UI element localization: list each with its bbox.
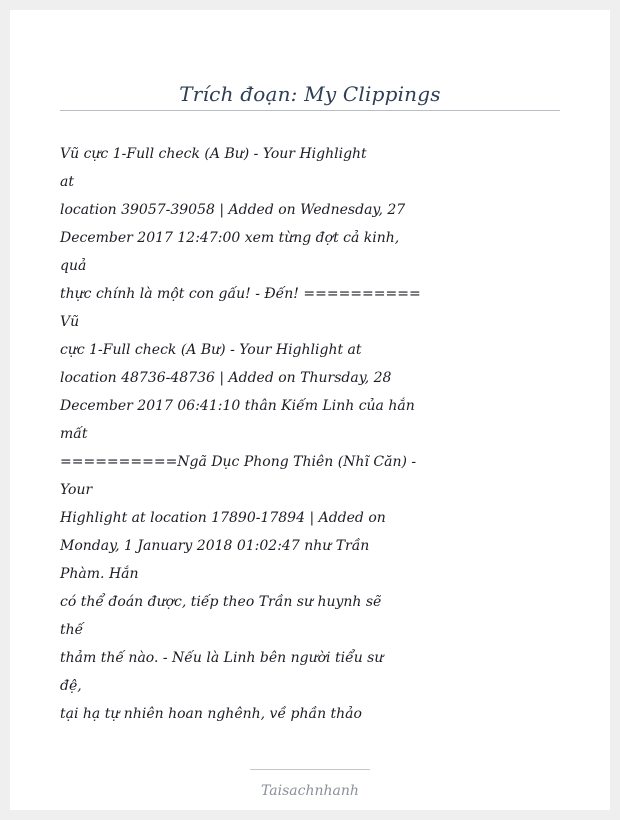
text-line: đệ, <box>60 678 82 694</box>
text-line: at <box>60 174 74 190</box>
text-line: Vũ <box>60 314 80 330</box>
text-line: Highlight at location 17890-17894 | Added on <box>60 510 386 526</box>
text-line: thực chính là một con gấu! - Đến! ========== <box>60 286 421 302</box>
text-line: có thể đoán được, tiếp theo Trần sư huynh sẽ <box>60 594 382 610</box>
footer-divider <box>250 769 370 770</box>
text-line: Monday, 1 January 2018 01:02:47 như Trần <box>60 538 370 554</box>
text-line: Vũ cực 1-Full check (A Bư) - Your Highlight <box>60 146 367 162</box>
clippings-body <box>60 140 421 728</box>
text-line: ==========Ngã Dục Phong Thiên (Nhĩ Căn) - <box>60 454 417 470</box>
footer-brand: Taisachnhanh <box>261 783 359 799</box>
title-divider <box>60 110 560 111</box>
text-line: location 39057-39058 | Added on Wednesday, 27 <box>60 202 406 218</box>
text-line: tại hạ tự nhiên hoan nghênh, về phần thảo <box>60 706 362 722</box>
text-line: December 2017 12:47:00 xem từng đợt cả kinh, <box>60 230 400 246</box>
text-line: Your <box>60 482 93 498</box>
text-line: quả <box>60 258 87 274</box>
document-title: Trích đoạn: My Clippings <box>179 82 441 106</box>
text-line: mất <box>60 426 88 442</box>
document-page <box>10 10 610 810</box>
text-line: thế <box>60 622 84 638</box>
text-line: cực 1-Full check (A Bư) - Your Highlight at <box>60 342 362 358</box>
text-line: Phàm. Hắn <box>60 566 139 582</box>
text-line: thảm thế nào. - Nếu là Linh bên người tiểu sư <box>60 650 384 666</box>
text-line: December 2017 06:41:10 thân Kiếm Linh của hắn <box>60 398 415 414</box>
text-line: location 48736-48736 | Added on Thursday, 28 <box>60 370 392 386</box>
